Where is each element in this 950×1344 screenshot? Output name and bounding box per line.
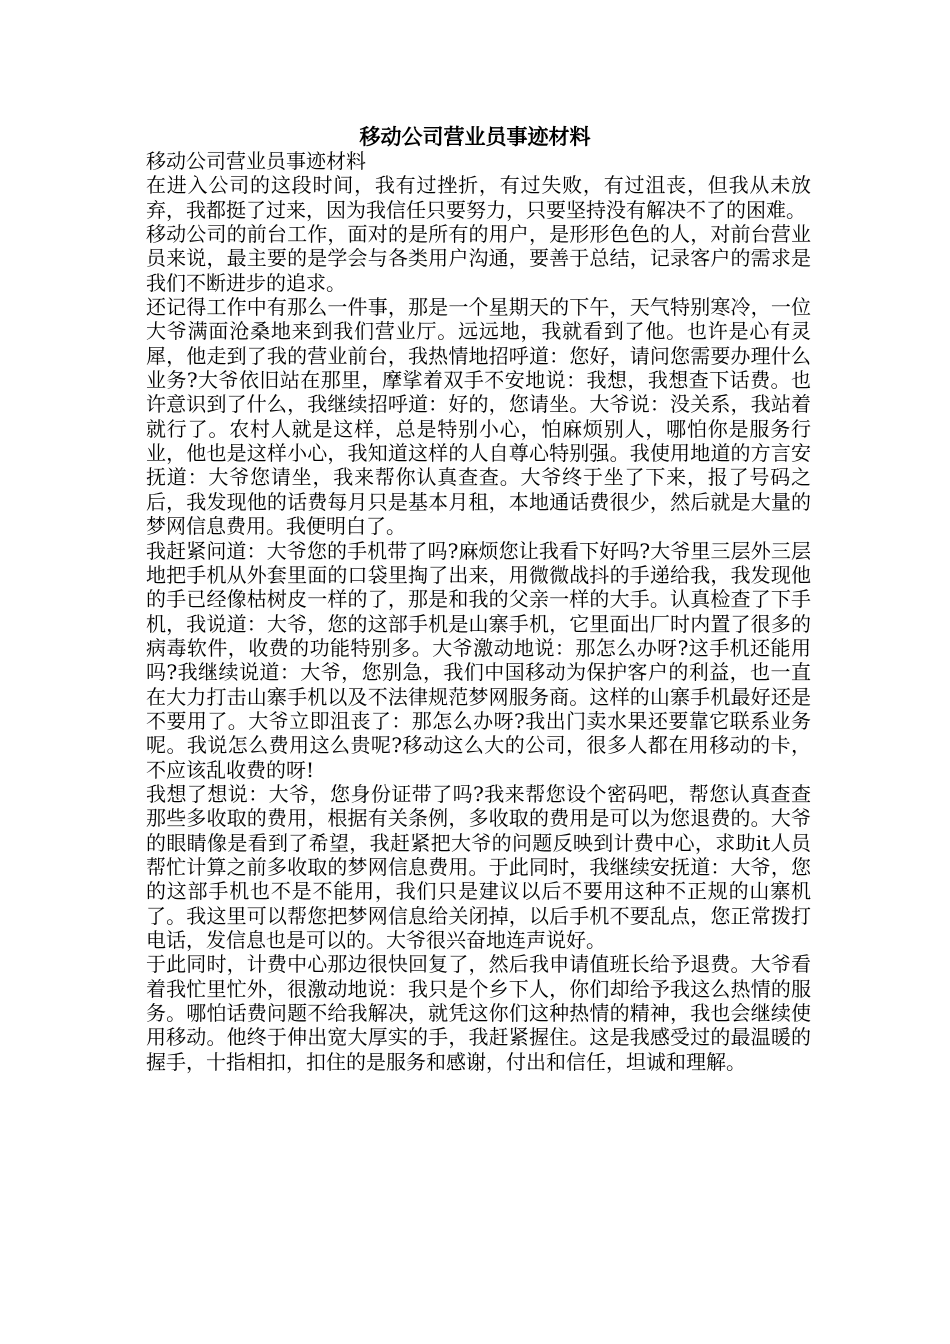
document-title: 移动公司营业员事迹材料 <box>359 124 591 149</box>
document-body <box>146 149 811 1074</box>
paragraph: 在进入公司的这段时间，我有过挫折，有过失败，有过沮丧，但我从未放弃，我都挺了过来，因为我信任只要努力，只要坚持没有解决不了的困难。 <box>146 173 811 222</box>
paragraph: 于此同时，计费中心那边很快回复了，然后我申请值班长给予退费。大爷看着我忙里忙外，很激动地说：我只是个乡下人，你们却给予我这么热情的服务。哪怕话费问题不给我解决，就凭这你们这种热情的精神，我也会继续使用移动。他终于伸出宽大厚实的手，我赶紧握住。这是我感受过的最温暖的握手，十指相扣，扣住的是服务和感谢，付出和信任，坦诚和理解。 <box>146 952 811 1074</box>
paragraph-subtitle: 移动公司营业员事迹材料 <box>146 149 366 173</box>
paragraph: 我想了想说：大爷，您身份证带了吗?我来帮您设个密码吧，帮您认真查查那些多收取的费用，根据有关条例，多收取的费用是可以为您退费的。大爷的眼睛像是看到了希望，我赶紧把大爷的问题反映到计费中心，求助it人员帮忙计算之前多收取的梦网信息费用。于此同时，我继续安抚道：大爷，您的这部手机也不是不能用，我们只是建议以后不要用这种不正规的山寨机了。我这里可以帮您把梦网信息给关闭掉，以后手机不要乱点，您正常拨打电话，发信息也是可以的。大爷很兴奋地连声说好。 <box>146 781 811 952</box>
paragraph: 移动公司的前台工作，面对的是所有的用户，是形形色色的人，对前台营业员来说，最主要的是学会与各类用户沟通，要善于总结，记录客户的需求是我们不断进步的追求。 <box>146 222 811 295</box>
paragraph: 我赶紧问道：大爷您的手机带了吗?麻烦您让我看下好吗?大爷里三层外三层地把手机从外套里面的口袋里掏了出来，用微微战抖的手递给我，我发现他的手已经像枯树皮一样的了，那是和我的父亲一样的大手。认真检查了下手机，我说道：大爷，您的这部手机是山寨手机，它里面出厂时内置了很多的病毒软件，收费的功能特别多。大爷激动地说：那怎么办呀?这手机还能用吗?我继续说道：大爷，您别急，我们中国移动为保护客户的利益，也一直在大力打击山寨手机以及不法律规范梦网服务商。这样的山寨手机最好还是不要用了。大爷立即沮丧了：那怎么办呀?我出门卖水果还要靠它联系业务呢。我说怎么费用这么贵呢?移动这么大的公司，很多人都在用移动的卡，不应该乱收费的呀! <box>146 538 811 782</box>
paragraph: 还记得工作中有那么一件事，那是一个星期天的下午，天气特别寒冷，一位大爷满面沧桑地来到我们营业厅。远远地，我就看到了他。也许是心有灵犀，他走到了我的营业前台，我热情地招呼道：您好，请问您需要办理什么业务?大爷依旧站在那里，摩挲着双手不安地说：我想，我想查下话费。也许意识到了什么，我继续招呼道：好的，您请坐。大爷说：没关系，我站着就行了。农村人就是这样，总是特别小心，怕麻烦别人，哪怕你是服务行业，他也是这样小心，我知道这样的人自尊心特别强。我使用地道的方言安抚道：大爷您请坐，我来帮你认真查查。大爷终于坐了下来，报了号码之后，我发现他的话费每月只是基本月租，本地通话费很少，然后就是大量的梦网信息费用。我便明白了。 <box>146 295 811 539</box>
